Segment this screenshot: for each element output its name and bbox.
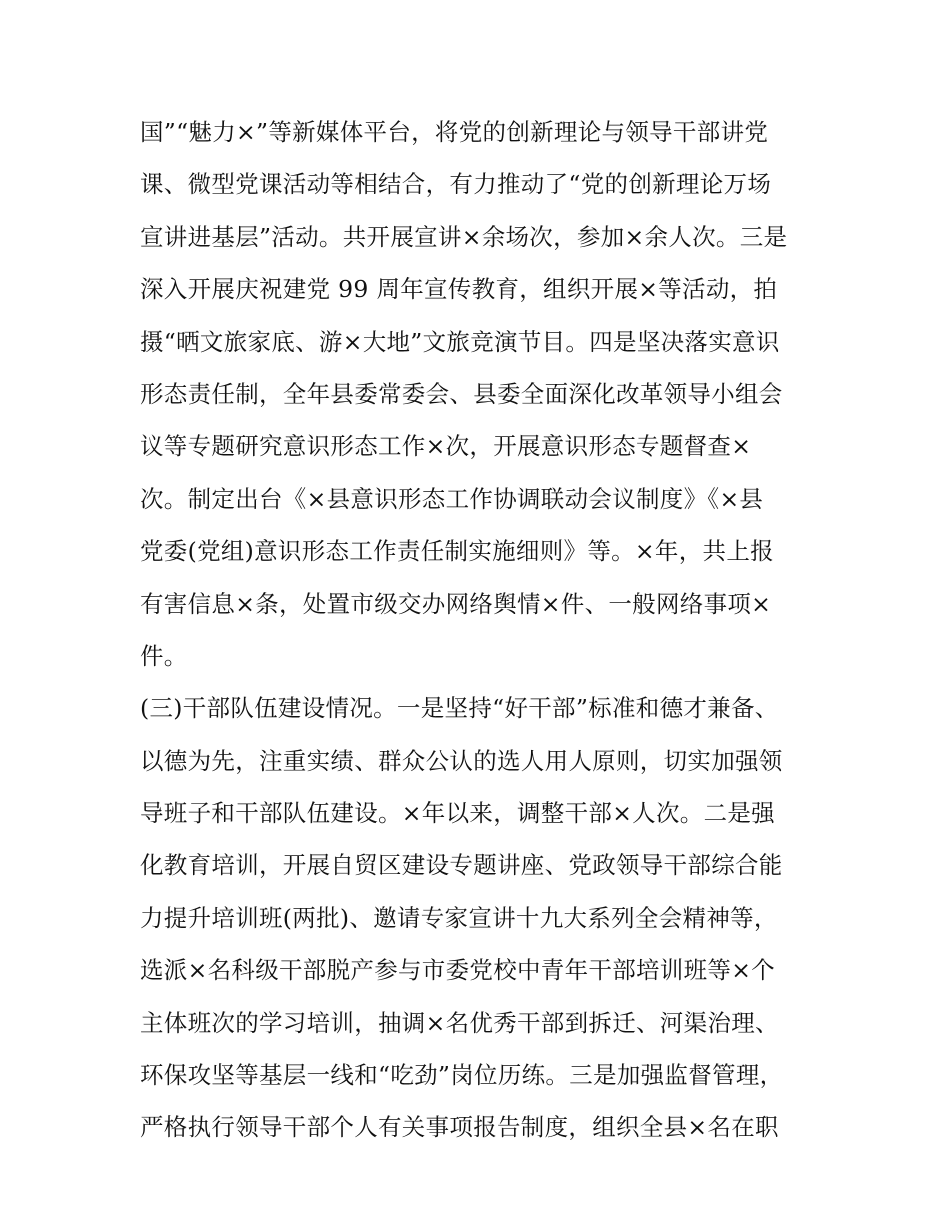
text-line: 次。制定出台《×县意识形态工作协调联动会议制度》《×县 [140, 484, 764, 513]
text-line: 化教育培训，开展自贸区建设专题讲座、党政领导干部综合能 [140, 851, 783, 880]
text-line: 党委(党组)意识形态工作责任制实施细则》等。×年，共上报 [140, 537, 774, 566]
text-line: 议等专题研究意识形态工作×次，开展意识形态专题督查× [140, 432, 752, 461]
text-line: 宣讲进基层”活动。共开展宣讲×余场次，参加×余人次。三是 [140, 222, 788, 251]
text-line: 严格执行领导干部个人有关事项报告制度，组织全县×名在职 [140, 1113, 779, 1142]
text-line: 形态责任制，全年县委常委会、县委全面深化改革领导小组会 [140, 379, 783, 408]
text-line: 以德为先，注重实绩、群众公认的选人用人原则，切实加强领 [140, 746, 783, 775]
text-line: 主体班次的学习培训，抽调×名优秀干部到拆迁、河渠治理、 [140, 1008, 779, 1037]
section-heading-line: (三)干部队伍建设情况。一是坚持“好干部”标准和德才兼备、 [140, 694, 779, 723]
text-line: 导班子和干部队伍建设。×年以来，调整干部×人次。二是强 [140, 799, 775, 828]
text-line: 力提升培训班(两批)、邀请专家宣讲十九大系列全会精神等， [140, 903, 778, 932]
text-line: 件。 [140, 641, 188, 670]
text-line: 课、微型党课活动等相结合，有力推动了“党的创新理论万场 [140, 170, 772, 199]
text-line: 摄“晒文旅家底、游×大地”文旅竞演节目。四是坚决落实意识 [140, 327, 780, 356]
text-line: 环保攻坚等基层一线和“吃劲”岗位历练。三是加强监督管理， [140, 1061, 784, 1090]
text-line: 深入开展庆祝建党 99 周年宣传教育，组织开展×等活动，拍 [140, 275, 778, 304]
text-line: 国”“魅力×”等新媒体平台，将党的创新理论与领导干部讲党 [140, 118, 769, 146]
text-line: 有害信息×条，处置市级交办网络舆情×件、一般网络事项× [140, 589, 772, 618]
text-line: 选派×名科级干部脱产参与市委党校中青年干部培训班等×个 [140, 956, 775, 985]
document-body [140, 106, 830, 1154]
